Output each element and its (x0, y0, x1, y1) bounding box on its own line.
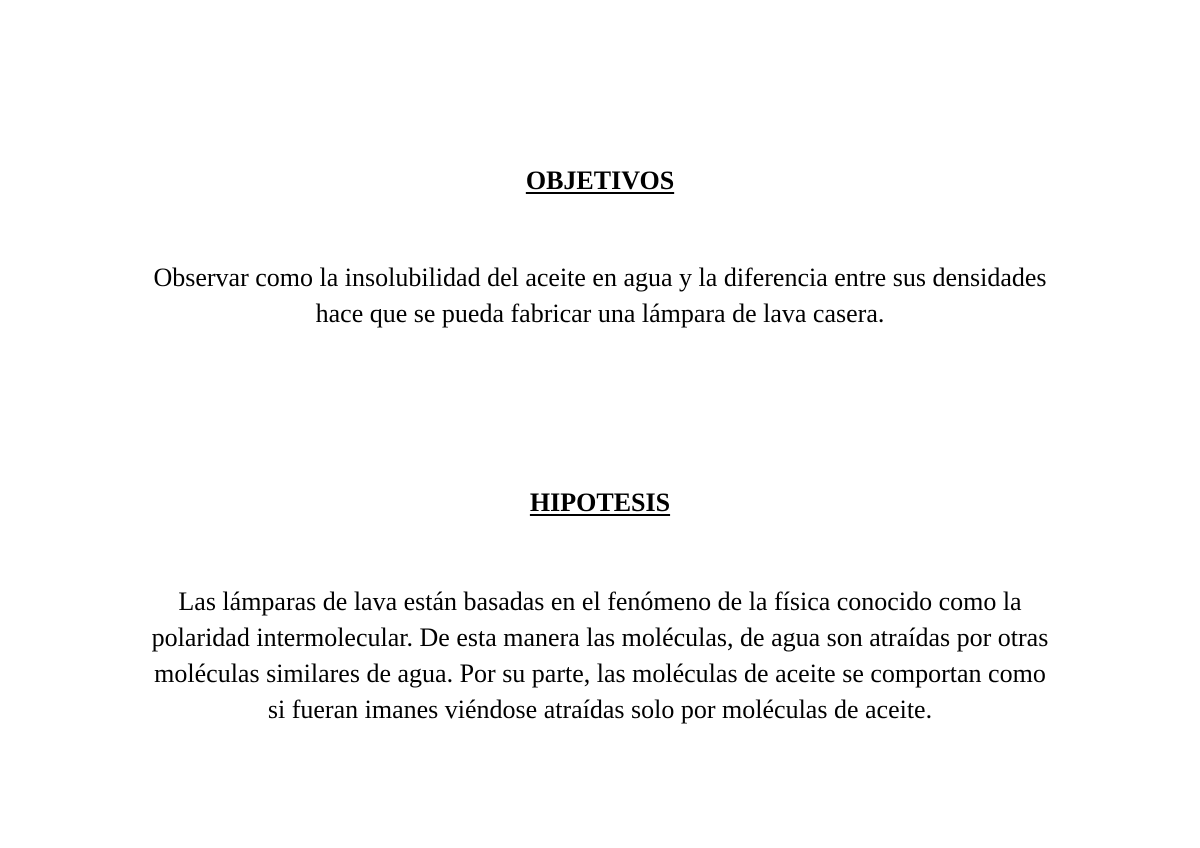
objetivos-heading: OBJETIVOS (525, 166, 675, 195)
hipotesis-heading: HIPOTESIS (529, 488, 671, 517)
paragraph-line: moléculas similares de agua. Por su parte, las moléculas de aceite se comportan como (154, 659, 1046, 688)
hipotesis-paragraph (0, 584, 1200, 728)
paragraph-line: polaridad intermolecular. De esta manera las moléculas, de agua son atraídas por otras (151, 623, 1049, 652)
paragraph-line: Las lámparas de lava están basadas en el fenómeno de la física conocido como la (178, 587, 1022, 616)
hipotesis-section (0, 488, 1200, 728)
objetivos-paragraph (0, 260, 1200, 332)
paragraph-line: si fueran imanes viéndose atraídas solo por moléculas de aceite. (267, 695, 933, 724)
objetivos-section (0, 166, 1200, 332)
paragraph-line: hace que se pueda fabricar una lámpara de lava casera. (315, 299, 885, 328)
paragraph-line: Observar como la insolubilidad del aceite en agua y la diferencia entre sus densidades (153, 263, 1047, 292)
